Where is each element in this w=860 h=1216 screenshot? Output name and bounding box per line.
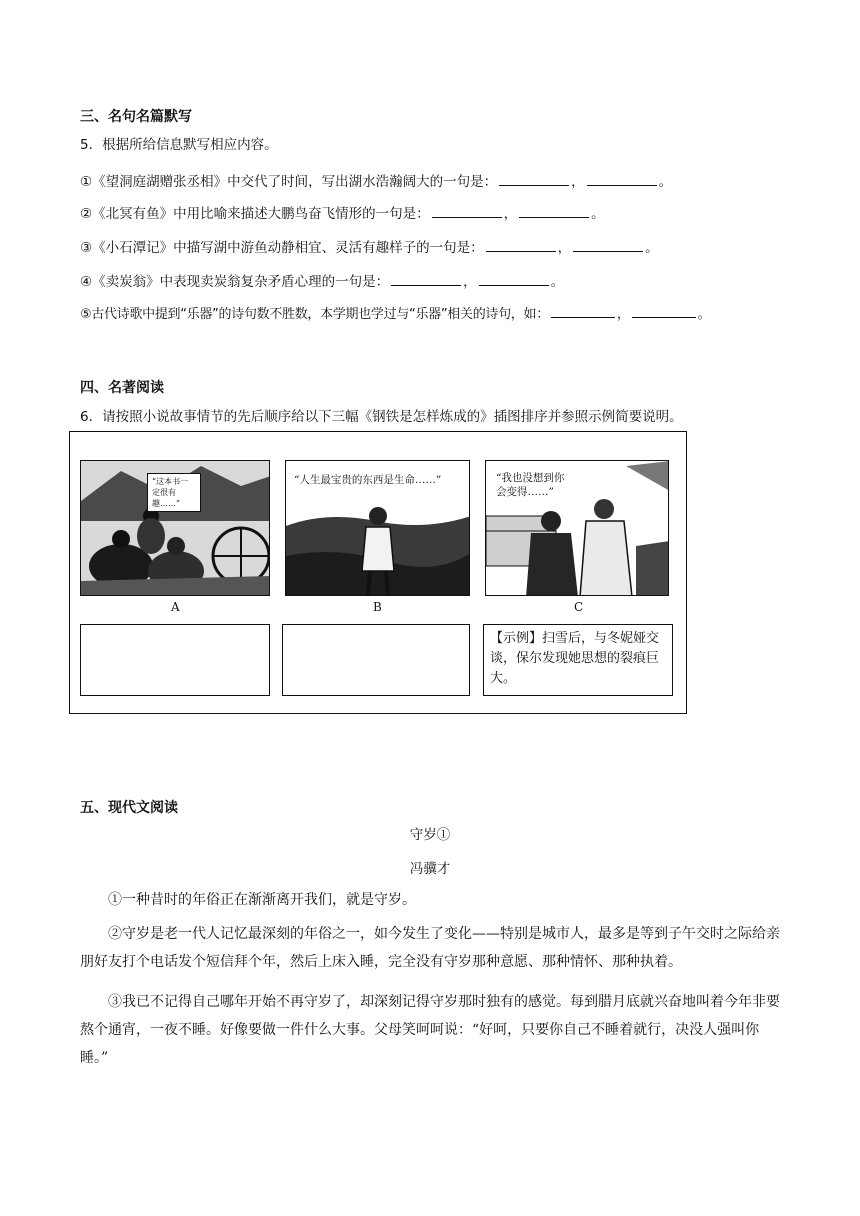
- separator: ，: [463, 274, 477, 290]
- caption-a: A: [171, 600, 180, 614]
- question-5: 5．根据所给信息默写相应内容。: [80, 137, 278, 153]
- answer-blank[interactable]: [432, 205, 502, 218]
- recite-item-text: ①《望洞庭湖赠张丞相》中交代了时间，写出湖水浩瀚阔大的一句是：: [80, 174, 498, 190]
- answer-blank[interactable]: [573, 239, 643, 252]
- illustration-panel-b: [285, 460, 470, 596]
- speech-bubble-c: “我也没想到你会变得……”: [492, 469, 576, 501]
- illustration-figure: [69, 431, 687, 714]
- period: 。: [550, 274, 565, 290]
- caption-b: B: [373, 600, 382, 614]
- recite-item-1: [80, 170, 672, 190]
- separator: ，: [571, 174, 585, 190]
- period: 。: [591, 206, 605, 222]
- answer-blank[interactable]: [519, 205, 589, 218]
- recite-item-3: [80, 236, 659, 256]
- recite-item-4: [80, 270, 564, 290]
- section5-heading: 五、现代文阅读: [80, 800, 178, 816]
- answer-blank[interactable]: [486, 239, 556, 252]
- caption-c: C: [574, 600, 584, 614]
- period: 。: [645, 240, 659, 256]
- answer-blank[interactable]: [499, 173, 569, 186]
- article-paragraph-1: ①一种昔时的年俗正在渐渐离开我们，就是守岁。: [108, 892, 416, 908]
- question-6: 6．请按照小说故事情节的先后顺序给以下三幅《钢铁是怎样炼成的》插图排序并参照示例简要说明。: [80, 409, 683, 425]
- section4-heading: 四、名著阅读: [80, 380, 164, 396]
- speech-bubble-a: “这本书一定很有趣……”: [147, 473, 201, 512]
- recite-item-text: ④《卖炭翁》中表现卖炭翁复杂矛盾心理的一句是：: [80, 274, 390, 290]
- period: 。: [658, 174, 673, 190]
- period: 。: [697, 307, 711, 322]
- recite-item-text: ③《小石潭记》中描写湖中游鱼动静相宜、灵活有趣样子的一句是：: [80, 240, 484, 256]
- speech-bubble-b: “人生最宝贵的东西是生命……”: [290, 471, 445, 489]
- section3-heading: 三、名句名篇默写: [80, 109, 192, 125]
- answer-blank[interactable]: [587, 173, 657, 186]
- answer-blank[interactable]: [391, 273, 461, 286]
- answer-box-b[interactable]: [282, 624, 470, 696]
- article-title: 守岁①: [409, 827, 451, 843]
- answer-blank[interactable]: [632, 305, 696, 318]
- example-answer: 【示例】扫雪后，与冬妮娅交谈，保尔发现她思想的裂痕巨大。: [490, 631, 660, 686]
- illustration-panel-a: [80, 460, 270, 596]
- recite-item-text: ⑤古代诗歌中提到“乐器”的诗句数不胜数，本学期也学过与“乐器”相关的诗句，如：: [80, 307, 549, 322]
- article-paragraph-2: ②守岁是老一代人记忆最深刻的年俗之一，如今发生了变化——特别是城市人，最多是等到子午交时之际给亲朋好友打个电话发个短信拜个年，然后上床入睡，完全没有守岁那种意愿、那种情怀、那种执着。: [80, 926, 780, 970]
- illustration-panel-c: [485, 460, 669, 596]
- answer-blank[interactable]: [479, 273, 549, 286]
- article-author: 冯骥才: [409, 861, 451, 877]
- separator: ，: [616, 307, 630, 322]
- answer-box-c: [483, 624, 673, 696]
- separator: ，: [503, 206, 518, 222]
- recite-item-2: [80, 202, 605, 222]
- separator: ，: [557, 240, 572, 256]
- article-paragraph-3: ③我已不记得自己哪年开始不再守岁了，却深刻记得守岁那时独有的感觉。每到腊月底就兴奋地叫着今年非要熬个通宵，一夜不睡。好像要做一件什么大事。父母笑呵呵说：“好呵，只要你自己不睡着就行，决没人强叫你睡。”: [80, 994, 780, 1066]
- answer-box-a[interactable]: [80, 624, 270, 696]
- recite-item-text: ②《北冥有鱼》中用比喻来描述大鹏鸟奋飞情形的一句是：: [80, 206, 430, 222]
- recite-item-5: [80, 303, 710, 322]
- answer-blank[interactable]: [551, 305, 615, 318]
